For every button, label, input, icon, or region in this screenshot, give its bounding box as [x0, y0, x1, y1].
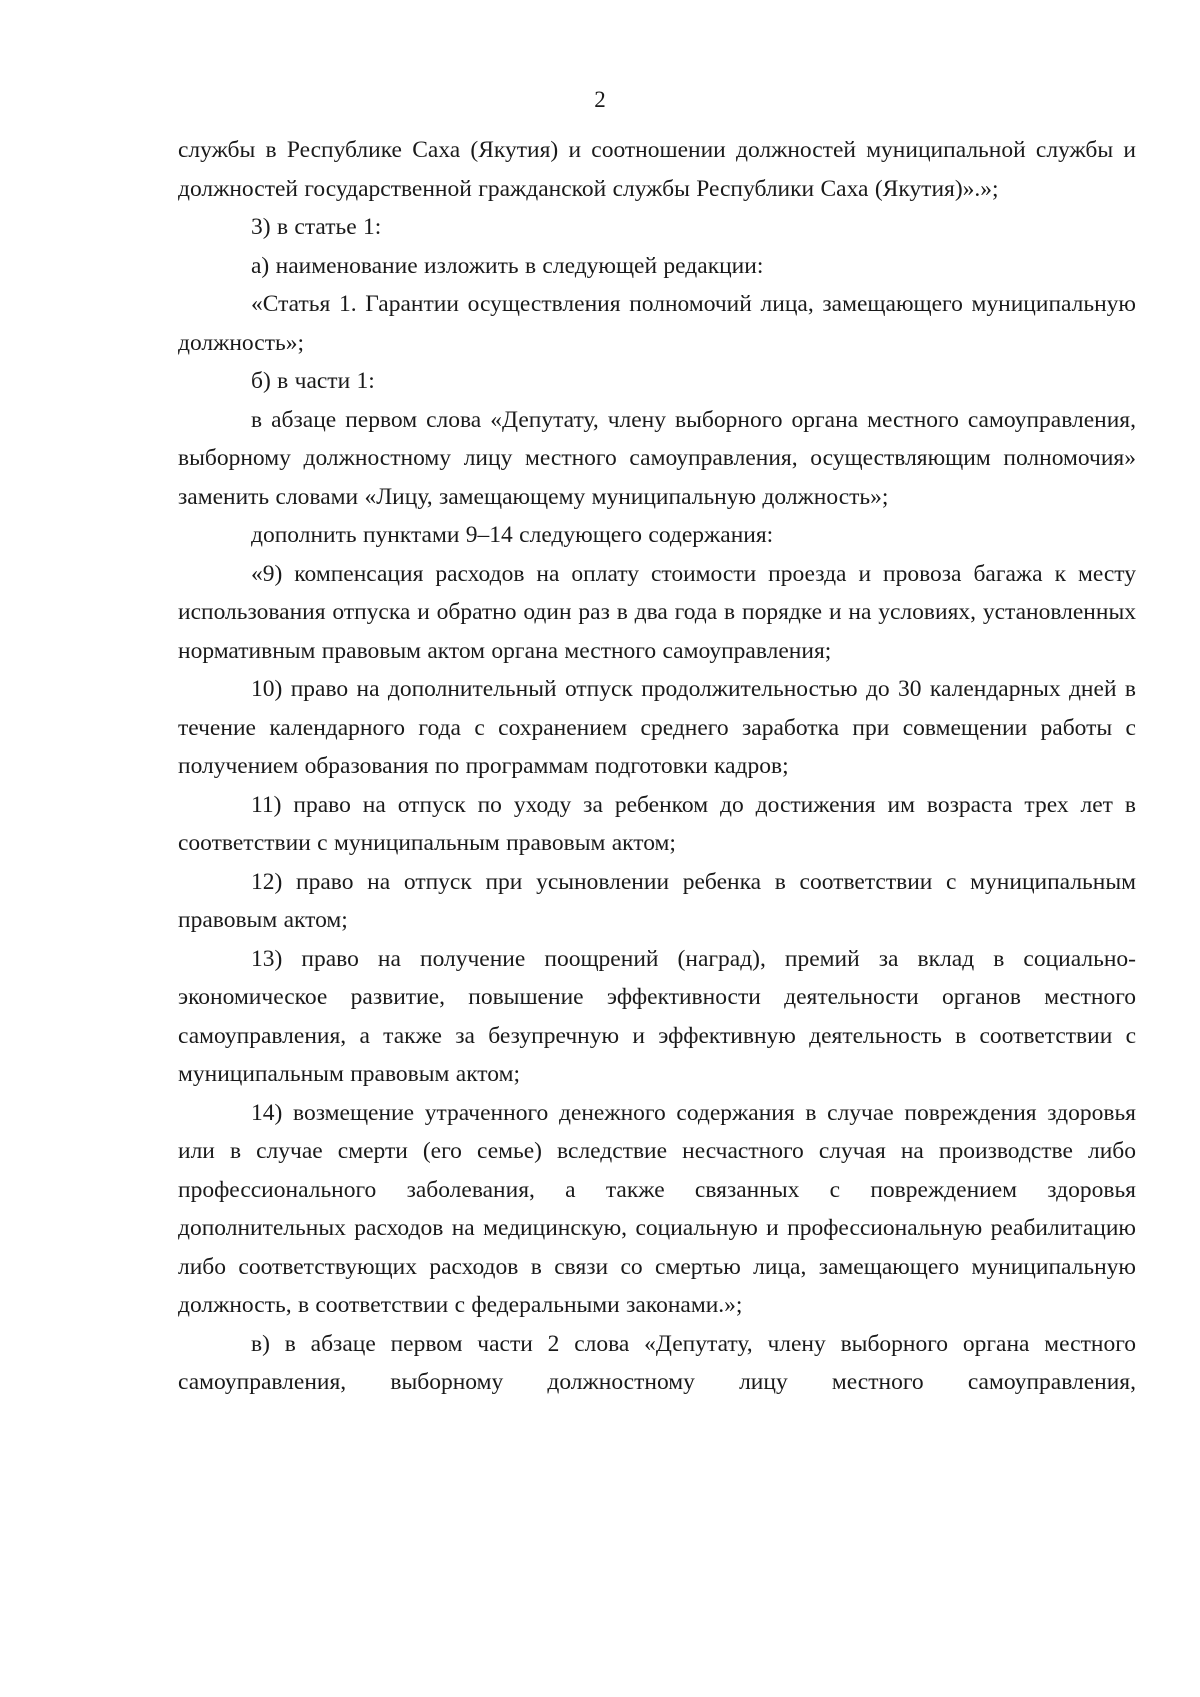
page-number: 2 — [594, 87, 606, 112]
paragraph-continuation: службы в Республике Саха (Якутия) и соотношении должностей муниципальной службы и должностей государственной гражданской службы Республики Саха (Якутия)».»; — [178, 137, 1136, 202]
paragraph-item-3: 3) в статье 1: — [251, 214, 382, 240]
document-body — [178, 131, 1136, 1402]
paragraph-point-13: 13) право на получение поощрений (наград), премий за вклад в социально-экономическое развитие, повышение эффективности деятельности органов местного самоуправления, а также за безупречную и эффективную деятельность в соответствии с муниципальным правовым актом; — [178, 945, 1136, 1087]
paragraph-point-11: 11) право на отпуск по уходу за ребенком до достижения им возраста трех лет в соответствии с муниципальным правовым актом; — [178, 791, 1136, 856]
paragraph-point-10: 10) право на дополнительный отпуск продолжительностью до 30 календарных дней в течение календарного года с сохранением среднего заработка при совмещении работы с получением образования по программам подготовки кадров; — [178, 676, 1136, 779]
paragraph-add-points: дополнить пунктами 9–14 следующего содержания: — [251, 522, 774, 548]
paragraph-item-a: а) наименование изложить в следующей редакции: — [251, 252, 764, 279]
paragraph-point-9: «9) компенсация расходов на оплату стоимости проезда и провоза багажа к месту использования отпуска и обратно один раз в два года в порядке и на условиях, установленных нормативным правовым актом органа местного самоуправления; — [178, 560, 1136, 664]
paragraph-point-14: 14) возмещение утраченного денежного содержания в случае повреждения здоровья или в случае смерти (его семье) вследствие несчастного случая на производстве либо профессионального заболевания, а также связанных с повреждением здоровья дополнительных расходов на медицинскую, социальную и профессиональную реабилитацию либо соответствующих расходов в связи со смертью лица, замещающего муниципальную должность, в соответствии с федеральными законами.»; — [178, 1099, 1136, 1318]
paragraph-point-12: 12) право на отпуск при усыновлении ребенка в соответствии с муниципальным правовым актом; — [178, 868, 1136, 933]
paragraph-item-v: в) в абзаце первом части 2 слова «Депутату, члену выборного органа местного самоуправления, выборному должностному лицу местного самоуправления, — [178, 1330, 1136, 1395]
paragraph-item-b: б) в части 1: — [251, 368, 375, 394]
paragraph-first-abzac: в абзаце первом слова «Депутату, члену выборного органа местного самоуправления, выборному должностному лицу местного самоуправления, осуществляющим полномочия» заменить словами «Лицу, замещающему муниципальную должность»; — [178, 406, 1136, 510]
paragraph-article-title: «Статья 1. Гарантии осуществления полномочий лица, замещающего муниципальную должность»; — [178, 291, 1136, 356]
